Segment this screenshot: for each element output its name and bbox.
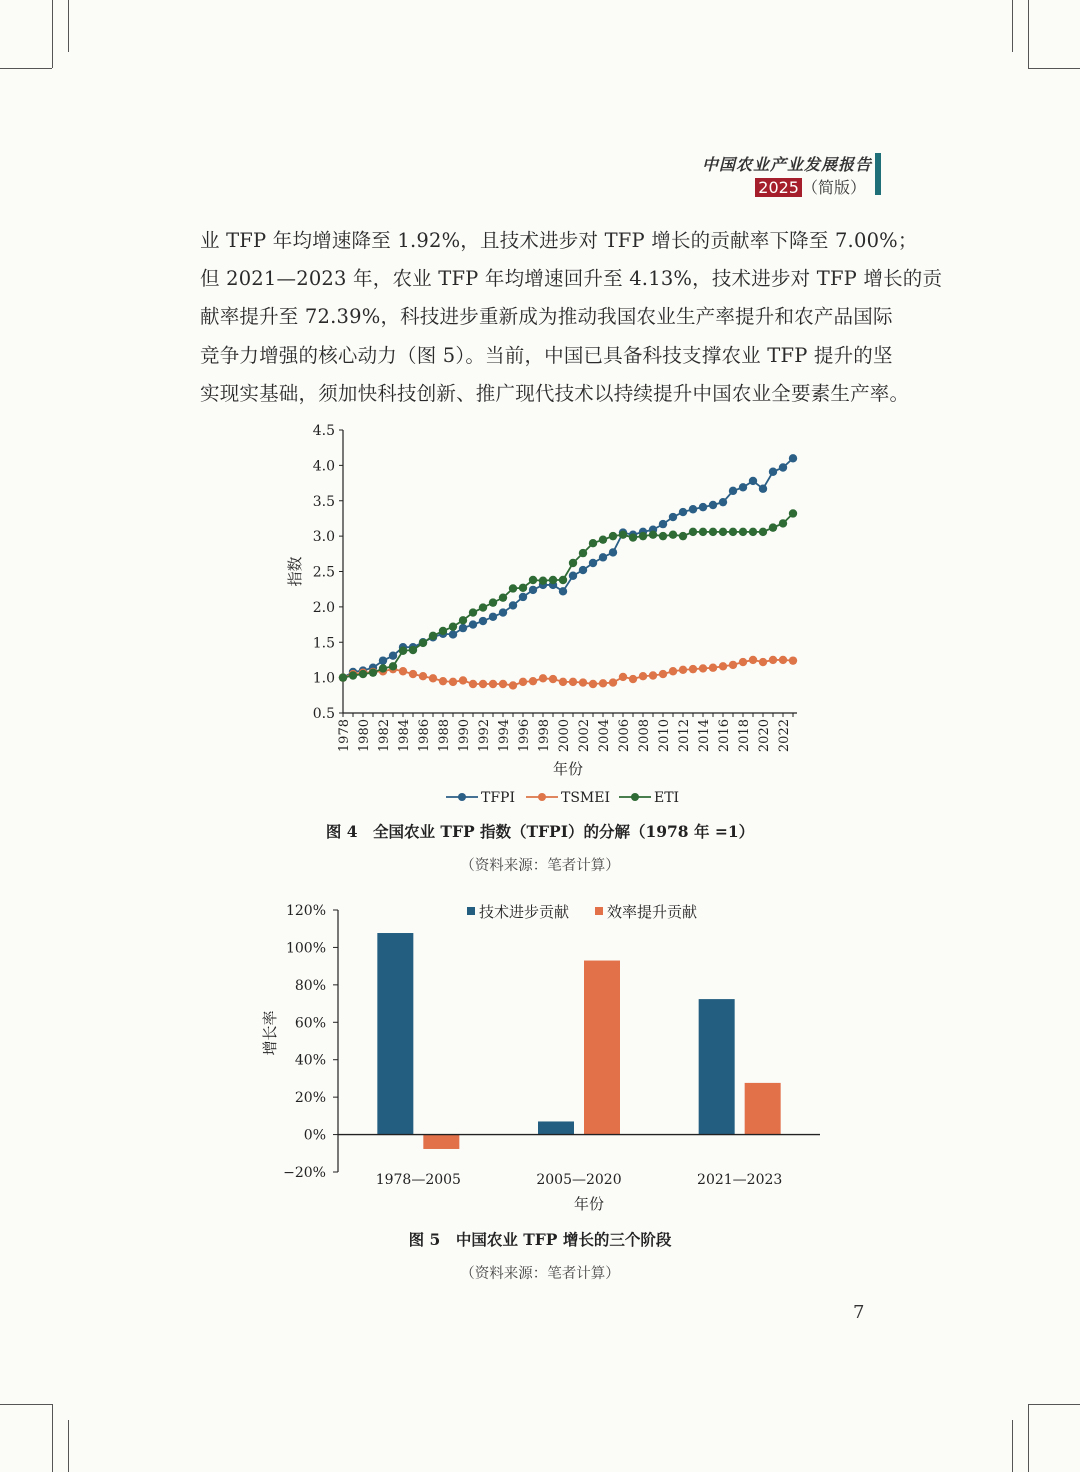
y-tick-label: 1.0	[312, 670, 335, 687]
data-point-eti	[649, 531, 657, 539]
data-point-tsmei	[519, 678, 527, 686]
data-point-tfpi	[579, 566, 587, 574]
data-point-tfpi	[789, 454, 797, 462]
data-point-tsmei	[499, 680, 507, 688]
header-edition-label: （简版）	[801, 178, 866, 197]
body-paragraph	[200, 222, 943, 413]
x-tick-label: 2002	[577, 719, 592, 753]
data-point-eti	[719, 528, 727, 536]
x-tick-label: 2004	[597, 719, 612, 753]
bar-tech-progress	[538, 1121, 574, 1134]
y-tick-label: 100%	[285, 940, 326, 957]
legend-marker	[458, 793, 466, 801]
data-point-tsmei	[659, 670, 667, 678]
y-tick-label: 60%	[294, 1015, 326, 1032]
data-point-tsmei	[699, 664, 707, 672]
y-axis-label: 增长率	[261, 1010, 279, 1056]
legend-label: 技术进步贡献	[479, 903, 570, 921]
data-point-tsmei	[469, 680, 477, 688]
x-tick-label: 1996	[517, 719, 532, 753]
x-tick-label: 2008	[637, 719, 652, 753]
body-line: 竞争力增强的核心动力（图 5）。当前，中国已具备科技支撑农业 TFP 提升的坚	[200, 343, 893, 367]
data-point-tsmei	[409, 670, 417, 678]
x-tick-label: 1978	[337, 719, 352, 753]
data-point-tsmei	[729, 661, 737, 669]
y-tick-label: 4.0	[312, 458, 335, 475]
y-tick-label: 3.5	[312, 493, 335, 510]
data-point-eti	[709, 528, 717, 536]
data-point-tfpi	[479, 617, 487, 625]
data-point-tsmei	[709, 664, 717, 672]
data-point-eti	[509, 584, 517, 592]
data-point-tfpi	[689, 505, 697, 513]
data-point-eti	[789, 509, 797, 517]
data-point-tsmei	[759, 658, 767, 666]
crop-mark	[1012, 0, 1013, 52]
data-point-eti	[339, 673, 347, 681]
data-point-eti	[659, 532, 667, 540]
data-point-tsmei	[509, 681, 517, 689]
figure5-source: （资料来源：笔者计算）	[460, 1266, 620, 1282]
x-tick-label: 1978—2005	[375, 1172, 461, 1188]
legend-label: 效率提升贡献	[607, 903, 698, 921]
data-point-tfpi	[569, 572, 577, 580]
y-tick-label: 120%	[285, 903, 326, 919]
data-point-tsmei	[639, 672, 647, 680]
data-point-eti	[359, 670, 367, 678]
data-point-tfpi	[499, 608, 507, 616]
data-point-eti	[749, 528, 757, 536]
x-tick-label: 2000	[557, 719, 572, 753]
y-tick-label: 2.0	[312, 599, 335, 616]
crop-mark	[52, 0, 53, 68]
data-point-tfpi	[609, 548, 617, 556]
x-tick-label: 2018	[737, 719, 752, 753]
data-point-tsmei	[669, 667, 677, 675]
x-tick-label: 2022	[777, 719, 792, 753]
data-point-tfpi	[719, 498, 727, 506]
x-tick-label: 1982	[377, 719, 392, 753]
bar-efficiency	[584, 961, 620, 1135]
data-point-tfpi	[759, 485, 767, 493]
running-header-edition	[755, 175, 866, 198]
body-line: 业 TFP 年均增速降至 1.92%，且技术进步对 TFP 增长的贡献率下降至 7.00%；	[200, 229, 918, 252]
figure4-source: （资料来源：笔者计算）	[460, 858, 620, 874]
data-point-tsmei	[539, 674, 547, 682]
x-tick-label: 2006	[617, 719, 632, 753]
data-point-eti	[399, 647, 407, 655]
data-point-eti	[579, 549, 587, 557]
data-point-tsmei	[489, 680, 497, 688]
data-point-tsmei	[769, 656, 777, 664]
data-point-eti	[729, 528, 737, 536]
data-point-eti	[589, 539, 597, 547]
header-year-badge: 2025	[755, 178, 802, 197]
data-point-eti	[699, 528, 707, 536]
data-point-eti	[769, 523, 777, 531]
y-tick-label: 0%	[303, 1127, 326, 1144]
data-point-tfpi	[589, 559, 597, 567]
legend-marker	[538, 793, 546, 801]
data-point-tsmei	[629, 675, 637, 683]
crop-mark	[1028, 1404, 1080, 1405]
data-point-eti	[689, 528, 697, 536]
data-point-tsmei	[419, 672, 427, 680]
y-tick-label: 0.5	[312, 706, 335, 722]
body-line: 但 2021—2023 年，农业 TFP 年均增速回升至 4.13%，技术进步对 TFP 增长的贡	[200, 267, 943, 291]
data-point-eti	[739, 528, 747, 536]
data-point-eti	[449, 622, 457, 630]
y-tick-label: 4.5	[312, 423, 335, 439]
x-tick-label: 1994	[497, 719, 512, 753]
data-point-tsmei	[749, 656, 757, 664]
data-point-tfpi	[489, 613, 497, 621]
data-point-tsmei	[479, 680, 487, 688]
data-point-eti	[539, 576, 547, 584]
data-point-tsmei	[579, 678, 587, 686]
data-point-tsmei	[399, 667, 407, 675]
data-point-tsmei	[589, 680, 597, 688]
figure4-caption: 图 4 全国农业 TFP 指数（TFPI）的分解（1978 年 =1）	[325, 822, 755, 841]
bar-tech-progress	[699, 999, 735, 1134]
x-tick-label: 2021—2023	[697, 1172, 783, 1188]
data-point-eti	[489, 598, 497, 606]
y-axis-label: 指数	[286, 556, 304, 587]
data-point-tfpi	[729, 487, 737, 495]
data-point-eti	[639, 532, 647, 540]
data-point-tfpi	[449, 630, 457, 638]
y-tick-label: 2.5	[312, 564, 335, 581]
data-point-tfpi	[709, 501, 717, 509]
data-point-eti	[569, 559, 577, 567]
data-point-eti	[369, 668, 377, 676]
legend-swatch	[595, 907, 603, 915]
data-point-tfpi	[669, 513, 677, 521]
crop-mark	[68, 0, 69, 52]
crop-mark	[68, 1420, 69, 1472]
data-point-tfpi	[679, 508, 687, 516]
data-point-tfpi	[469, 620, 477, 628]
data-point-tfpi	[739, 483, 747, 491]
y-tick-label: 20%	[294, 1090, 326, 1107]
x-tick-label: 1998	[537, 719, 552, 753]
tfp-decomposition-line-chart	[270, 415, 830, 815]
data-point-tsmei	[719, 662, 727, 670]
data-point-tfpi	[519, 593, 527, 601]
data-point-eti	[679, 532, 687, 540]
data-point-eti	[629, 533, 637, 541]
x-tick-label: 1980	[357, 719, 372, 753]
data-point-eti	[469, 608, 477, 616]
crop-mark	[1028, 68, 1080, 69]
data-point-tfpi	[769, 468, 777, 476]
x-tick-label: 1986	[417, 719, 432, 753]
data-point-tfpi	[389, 651, 397, 659]
data-point-eti	[389, 662, 397, 670]
data-point-tsmei	[619, 673, 627, 681]
data-point-eti	[779, 519, 787, 527]
y-tick-label: −20%	[283, 1165, 326, 1181]
x-tick-label: 1990	[457, 719, 472, 753]
y-tick-label: 1.5	[312, 635, 335, 652]
x-axis-label: 年份	[573, 1195, 605, 1213]
x-tick-label: 2010	[657, 719, 672, 753]
data-point-tsmei	[599, 679, 607, 687]
crop-mark	[0, 68, 52, 69]
data-point-eti	[619, 531, 627, 539]
y-tick-label: 40%	[294, 1052, 326, 1069]
data-point-eti	[549, 576, 557, 584]
x-tick-label: 2012	[677, 719, 692, 753]
crop-mark	[1028, 1404, 1029, 1472]
data-point-tsmei	[779, 656, 787, 664]
data-point-eti	[459, 616, 467, 624]
data-point-eti	[559, 576, 567, 584]
legend-label: TSMEI	[561, 790, 611, 806]
x-tick-label: 2020	[757, 719, 772, 753]
data-point-tfpi	[749, 477, 757, 485]
data-point-tsmei	[569, 678, 577, 686]
data-point-eti	[479, 603, 487, 611]
data-point-tfpi	[509, 601, 517, 609]
page-number: 7	[853, 1302, 865, 1323]
data-point-tsmei	[429, 674, 437, 682]
data-point-eti	[409, 646, 417, 654]
data-point-tfpi	[779, 463, 787, 471]
crop-mark	[1012, 1420, 1013, 1472]
crop-mark	[1028, 0, 1029, 68]
data-point-tfpi	[699, 503, 707, 511]
data-point-eti	[429, 632, 437, 640]
legend-label: ETI	[654, 790, 680, 806]
y-tick-label: 80%	[294, 977, 326, 994]
crop-mark	[52, 1404, 53, 1472]
data-point-tfpi	[659, 520, 667, 528]
data-point-tfpi	[379, 656, 387, 664]
data-point-eti	[419, 639, 427, 647]
data-point-tsmei	[789, 656, 797, 664]
bar-tech-progress	[377, 933, 413, 1135]
legend-marker	[631, 793, 639, 801]
bar-efficiency	[745, 1083, 781, 1135]
data-point-eti	[599, 535, 607, 543]
data-point-tfpi	[599, 553, 607, 561]
data-point-eti	[609, 532, 617, 540]
x-tick-label: 1988	[437, 719, 452, 753]
data-point-eti	[379, 664, 387, 672]
data-point-tsmei	[739, 658, 747, 666]
x-tick-label: 1992	[477, 719, 492, 753]
bar-efficiency	[423, 1135, 459, 1149]
data-point-tsmei	[439, 677, 447, 685]
data-point-eti	[669, 531, 677, 539]
body-line: 献率提升至 72.39%，科技进步重新成为推动我国农业生产率提升和农产品国际	[200, 305, 893, 329]
x-tick-label: 2016	[717, 719, 732, 753]
y-tick-label: 3.0	[312, 529, 335, 546]
data-point-eti	[349, 671, 357, 679]
legend-swatch	[467, 907, 475, 915]
x-tick-label: 1984	[397, 719, 412, 753]
data-point-tsmei	[689, 665, 697, 673]
x-axis-label: 年份	[552, 760, 584, 778]
running-header-title: 中国农业产业发展报告	[701, 155, 872, 174]
data-point-tsmei	[459, 676, 467, 684]
header-accent-bar	[875, 153, 881, 195]
data-point-tsmei	[649, 671, 657, 679]
data-point-eti	[439, 627, 447, 635]
data-point-tsmei	[529, 677, 537, 685]
figure5-caption: 图 5 中国农业 TFP 增长的三个阶段	[408, 1230, 672, 1249]
data-point-tfpi	[559, 587, 567, 595]
data-point-tsmei	[549, 675, 557, 683]
data-point-tsmei	[609, 678, 617, 686]
data-point-tfpi	[459, 624, 467, 632]
data-point-eti	[529, 576, 537, 584]
data-point-tfpi	[529, 586, 537, 594]
tfp-three-stages-bar-chart	[240, 890, 860, 1220]
data-point-eti	[519, 584, 527, 592]
x-tick-label: 2014	[697, 719, 712, 753]
crop-mark	[0, 1404, 52, 1405]
data-point-tsmei	[449, 678, 457, 686]
legend-label: TFPI	[481, 790, 516, 806]
data-point-eti	[499, 593, 507, 601]
data-point-tsmei	[559, 678, 567, 686]
data-point-eti	[759, 528, 767, 536]
x-tick-label: 2005—2020	[536, 1172, 622, 1188]
body-line: 实现实基础，须加快科技创新、推广现代技术以持续提升中国农业全要素生产率。	[200, 381, 910, 405]
data-point-tsmei	[679, 666, 687, 674]
